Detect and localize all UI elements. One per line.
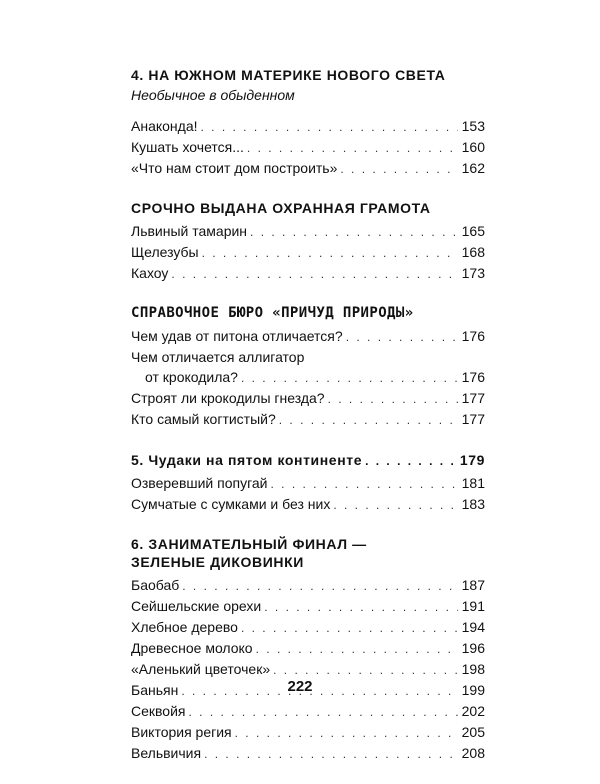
entry-page: 160 xyxy=(461,139,485,155)
entry-page: 162 xyxy=(461,160,485,176)
entry-title: Секвойя xyxy=(131,703,186,719)
entry-title: Анаконда! xyxy=(131,118,198,134)
dot-leader xyxy=(235,723,458,743)
section-title: СРОЧНО ВЫДАНА ОХРАННАЯ ГРАМОТА xyxy=(131,200,431,216)
toc-section xyxy=(131,304,485,430)
dot-leader xyxy=(171,264,458,284)
entry-title: Виктория регия xyxy=(131,724,232,740)
entry-page: 181 xyxy=(461,475,485,491)
dot-leader xyxy=(279,410,458,430)
dot-leader xyxy=(271,474,459,494)
entry-page: 191 xyxy=(461,598,485,614)
entry-title: «Что нам стоит дом построить» xyxy=(131,160,338,176)
toc-entry[interactable] xyxy=(131,137,485,158)
entry-title: Строят ли крокодилы гнезда? xyxy=(131,390,325,406)
dot-leader xyxy=(346,327,458,347)
toc-entry[interactable] xyxy=(131,575,485,596)
entry-page: 177 xyxy=(461,411,485,427)
entry-title: Хлебное дерево xyxy=(131,619,238,635)
dot-leader xyxy=(365,451,457,471)
section-subtitle: Необычное в обыденном xyxy=(131,87,295,103)
toc-entry[interactable] xyxy=(131,388,485,409)
entry-page: 176 xyxy=(461,328,485,344)
toc-entry-continuation[interactable] xyxy=(131,367,485,388)
toc-section xyxy=(131,199,485,284)
entry-page: 173 xyxy=(461,265,485,281)
entry-page: 198 xyxy=(461,661,485,677)
dot-leader xyxy=(264,597,458,617)
dot-leader xyxy=(189,702,459,722)
section-title: СПРАВОЧНОЕ БЮРО «ПРИЧУД ПРИРОДЫ» xyxy=(131,305,414,321)
dot-leader xyxy=(241,618,458,638)
entry-title: Кушать хочется... xyxy=(131,139,244,155)
dot-leader xyxy=(204,744,458,764)
entry-title: Баньян xyxy=(131,682,179,698)
dot-leader xyxy=(256,639,458,659)
toc-entry[interactable] xyxy=(131,638,485,659)
toc-entry[interactable] xyxy=(131,158,485,179)
entry-title: Кахоу xyxy=(131,265,169,281)
toc-entry[interactable] xyxy=(131,263,485,284)
section-page: 179 xyxy=(459,452,485,468)
toc-entry[interactable] xyxy=(131,347,485,367)
toc-entry[interactable] xyxy=(131,326,485,347)
entry-title: Баобаб xyxy=(131,577,180,593)
toc-section xyxy=(131,535,485,764)
dot-leader xyxy=(250,222,458,242)
dot-leader xyxy=(241,368,458,388)
entry-page: 202 xyxy=(461,703,485,719)
table-of-contents xyxy=(131,66,485,784)
entry-title: Озверевший попугай xyxy=(131,475,268,491)
entry-page: 208 xyxy=(461,745,485,761)
toc-entry[interactable] xyxy=(131,701,485,722)
entry-title: Кто самый когтистый? xyxy=(131,411,276,427)
section-title-line2: ЗЕЛЕНЫЕ ДИКОВИНКИ xyxy=(131,554,304,570)
dot-leader xyxy=(333,495,458,515)
entry-page: 196 xyxy=(461,640,485,656)
entry-title: Вельвичия xyxy=(131,745,202,761)
entry-title: Чем удав от питона отличается? xyxy=(131,328,343,344)
dot-leader xyxy=(247,138,458,158)
dot-leader xyxy=(273,660,458,680)
section-title: 5. Чудаки на пятом континенте xyxy=(131,452,363,468)
toc-entry[interactable] xyxy=(131,596,485,617)
toc-entry[interactable] xyxy=(131,409,485,430)
entry-page: 165 xyxy=(461,223,485,239)
dot-leader xyxy=(340,159,458,179)
entry-title: Сейшельские орехи xyxy=(131,598,262,614)
entry-page: 183 xyxy=(461,496,485,512)
entry-page: 205 xyxy=(461,724,485,740)
dot-leader xyxy=(328,389,458,409)
entry-title: Чем отличается аллигатор xyxy=(131,349,305,365)
entry-page: 168 xyxy=(461,244,485,260)
entry-title: Сумчатые с сумками и без них xyxy=(131,496,331,512)
entry-title: Львиный тамарин xyxy=(131,223,248,239)
dot-leader xyxy=(201,117,459,137)
entry-title: «Аленький цветочек» xyxy=(131,661,271,677)
toc-entry[interactable] xyxy=(131,617,485,638)
entry-page: 177 xyxy=(461,390,485,406)
entry-title: от крокодила? xyxy=(145,369,238,385)
toc-entry[interactable] xyxy=(131,722,485,743)
toc-entry[interactable] xyxy=(131,221,485,242)
entry-page: 153 xyxy=(461,118,485,134)
dot-leader xyxy=(202,243,458,263)
entry-title: Щелезубы xyxy=(131,244,199,260)
entry-title: Древесное молоко xyxy=(131,640,253,656)
toc-entry[interactable] xyxy=(131,116,485,137)
section-title: 6. ЗАНИМАТЕЛЬНЫЙ ФИНАЛ — xyxy=(131,536,367,552)
toc-section xyxy=(131,450,485,515)
dot-leader xyxy=(182,576,458,596)
page-number: 222 xyxy=(287,678,313,695)
section-title-row[interactable] xyxy=(131,450,485,471)
toc-entry[interactable] xyxy=(131,659,485,680)
section-title: 4. НА ЮЖНОМ МАТЕРИКЕ НОВОГО СВЕТА xyxy=(131,67,446,83)
entry-page: 187 xyxy=(461,577,485,593)
toc-entry[interactable] xyxy=(131,473,485,494)
entry-page: 194 xyxy=(461,619,485,635)
toc-section xyxy=(131,66,485,179)
toc-entry[interactable] xyxy=(131,494,485,515)
toc-entry[interactable] xyxy=(131,743,485,764)
toc-entry[interactable] xyxy=(131,242,485,263)
entry-page: 199 xyxy=(461,682,485,698)
entry-page: 176 xyxy=(461,369,485,385)
